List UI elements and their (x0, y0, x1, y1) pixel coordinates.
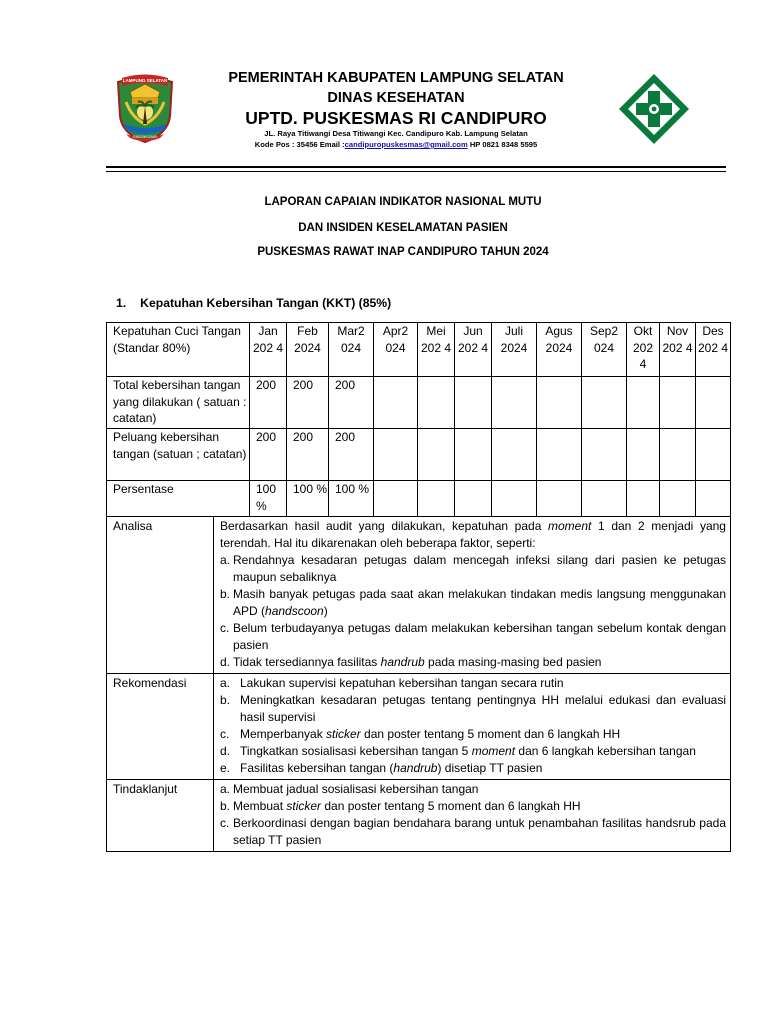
table-header-label: Kepatuhan Cuci Tangan (Standar 80%) (107, 323, 250, 377)
table-row (107, 377, 731, 429)
table-cell (696, 481, 731, 517)
month-header: Feb 2024 (287, 323, 329, 377)
list-marker: e. (220, 761, 231, 775)
table-cell (492, 377, 537, 429)
analysis-table (106, 516, 731, 852)
analisa-intro-emphasis: moment (548, 519, 592, 533)
list-marker: d. (220, 655, 231, 669)
list-item (220, 552, 726, 586)
list-text: Belum terbudayanya petugas dalam melakukan kebersihan tangan sebelum kontak dengan pasien (233, 621, 726, 652)
list-emphasis: sticker (286, 799, 322, 813)
analisa-intro (220, 518, 726, 552)
list-item (220, 654, 726, 671)
table-cell (455, 377, 492, 429)
list-marker: b. (220, 587, 231, 601)
list-text: Membuat (233, 799, 287, 813)
table-cell (696, 377, 731, 429)
list-text: Memperbanyak (240, 727, 327, 741)
list-item (220, 798, 726, 815)
analisa-intro-text: 1 dan 2 menjadi yang terendah. Hal itu dikarenakan oleh beberapa faktor, seperti: (220, 519, 726, 550)
list-text: Tingkatkan sosialisasi kebersihan tangan 5 (240, 744, 472, 758)
table-cell (627, 377, 660, 429)
list-emphasis: sticker (326, 727, 361, 741)
month-header: Jan 202 4 (250, 323, 287, 377)
list-text: dan poster tentang 5 moment dan 6 langkah HH (321, 799, 581, 813)
tindaklanjut-content (214, 780, 731, 852)
header-rule-thick (106, 166, 726, 168)
table-header-row (107, 323, 731, 377)
list-emphasis: handrub (380, 655, 425, 669)
table-cell: 100 % (329, 481, 374, 517)
table-cell (537, 429, 582, 481)
table-cell (492, 429, 537, 481)
header-government: PEMERINTAH KABUPATEN LAMPUNG SELATAN (228, 70, 564, 86)
month-header: Des 202 4 (696, 323, 731, 377)
list-emphasis: moment (471, 744, 516, 758)
table-cell (627, 481, 660, 517)
lampung-selatan-emblem-logo (112, 72, 178, 144)
rekomendasi-label: Rekomendasi (107, 674, 214, 780)
month-header: Mei 202 4 (418, 323, 455, 377)
tindaklanjut-label: Tindaklanjut (107, 780, 214, 852)
month-header: Juli 2024 (492, 323, 537, 377)
list-text: Membuat jadual sosialisasi kebersihan tangan (233, 782, 479, 796)
header-address: JL. Raya Titiwangi Desa Titiwangi Kec. Candipuro Kab. Lampung Selatan (264, 129, 528, 138)
header-rule-thin (106, 171, 726, 172)
month-header: Mar2 024 (329, 323, 374, 377)
table-cell (418, 377, 455, 429)
list-item (220, 726, 726, 743)
list-text: Lakukan supervisi kepatuhan kebersihan tangan secara rutin (240, 676, 564, 690)
section-number: 1. (116, 296, 127, 310)
list-emphasis: handrub (393, 761, 438, 775)
analisa-content (214, 517, 731, 674)
list-text: Tidak tersediannya fasilitas (233, 655, 381, 669)
emblem-top-text: LAMPUNG SELATAN (122, 78, 168, 83)
list-marker: a. (220, 676, 231, 690)
rekomendasi-content (214, 674, 731, 780)
list-marker: c. (220, 816, 230, 830)
list-text: Meningkatkan kesadaran petugas tentang pentingnya HH melalui edukasi dan evaluasi hasil supervisi (240, 693, 726, 724)
report-title-3: PUSKESMAS RAWAT INAP CANDIPURO TAHUN 2024 (257, 246, 549, 258)
table-cell: 200 (287, 377, 329, 429)
table-cell: 100 % (287, 481, 329, 517)
row-label: Total kebersihan tangan yang dilakukan ( satuan : catatan) (107, 377, 250, 429)
table-cell (374, 429, 418, 481)
list-item (220, 781, 726, 798)
email-link[interactable]: candipuropuskesmas@gmail.com (344, 140, 468, 149)
list-text: Rendahnya kesadaran petugas dalam mencegah infeksi silang dari pasien ke petugas maupun sebaliknya (233, 553, 726, 584)
month-header: Okt 202 4 (627, 323, 660, 377)
list-text: ) disetiap TT pasien (437, 761, 543, 775)
table-cell (660, 377, 696, 429)
table-cell (582, 429, 627, 481)
table-cell (660, 429, 696, 481)
list-item (220, 586, 726, 620)
table-cell: 200 (329, 429, 374, 481)
table-row (107, 429, 731, 481)
table-cell: 200 (287, 429, 329, 481)
header-department: DINAS KESEHATAN (327, 90, 465, 106)
report-title-1: LAPORAN CAPAIAN INDIKATOR NASIONAL MUTU (264, 196, 542, 208)
table-cell (537, 481, 582, 517)
list-marker: a. (220, 553, 231, 567)
month-header: Sep2 024 (582, 323, 627, 377)
month-header: Agus 2024 (537, 323, 582, 377)
table-cell (374, 481, 418, 517)
compliance-table (106, 322, 731, 517)
list-item (220, 675, 726, 692)
analisa-row (107, 517, 731, 674)
emblem-bottom-text: RAGOM GAWI (132, 135, 158, 139)
row-label: Peluang kebersihan tangan (satuan ; catatan) (107, 429, 250, 481)
table-row (107, 481, 731, 517)
header-institution: UPTD. PUSKESMAS RI CANDIPURO (245, 108, 547, 128)
list-text: Berkoordinasi dengan bagian bendahara barang untuk penambahan fasilitas handsrub pada setiap TT pasien (233, 816, 726, 847)
section-heading (116, 296, 391, 310)
list-marker: b. (220, 799, 231, 813)
list-text: Fasilitas kebersihan tangan ( (240, 761, 394, 775)
list-text: ) (323, 604, 328, 618)
list-marker: c. (220, 727, 230, 741)
month-header: Jun 202 4 (455, 323, 492, 377)
table-cell: 200 (329, 377, 374, 429)
month-header: Nov 202 4 (660, 323, 696, 377)
list-text: dan 6 langkah kebersihan tangan (515, 744, 696, 758)
section-title: Kepatuhan Kebersihan Tangan (KKT) (85%) (140, 296, 392, 310)
row-label: Persentase (107, 481, 250, 517)
table-cell (582, 481, 627, 517)
list-item (220, 692, 726, 726)
table-cell (374, 377, 418, 429)
list-emphasis: handscoon (265, 604, 324, 618)
list-text: dan poster tentang 5 moment dan 6 langkah HH (360, 727, 621, 741)
report-title-2: DAN INSIDEN KESELAMATAN PASIEN (298, 222, 508, 234)
list-item (220, 760, 726, 777)
month-header: Apr2 024 (374, 323, 418, 377)
table-cell (696, 429, 731, 481)
analisa-label: Analisa (107, 517, 214, 674)
contact-prefix: Kode Pos : 35456 Email : (254, 140, 345, 149)
table-cell (418, 429, 455, 481)
table-cell: 200 (250, 429, 287, 481)
table-cell (418, 481, 455, 517)
table-cell (582, 377, 627, 429)
contact-phone: HP 0821 8348 5595 (469, 140, 538, 149)
list-marker: d. (220, 744, 231, 758)
puskesmas-logo (617, 72, 691, 146)
table-cell (537, 377, 582, 429)
table-cell (660, 481, 696, 517)
list-item (220, 743, 726, 760)
list-marker: c. (220, 621, 230, 635)
list-text: pada masing-masing bed pasien (424, 655, 602, 669)
list-item (220, 815, 726, 849)
header-contact (190, 140, 602, 149)
table-cell (492, 481, 537, 517)
list-marker: a. (220, 782, 231, 796)
analisa-intro-text: Berdasarkan hasil audit yang dilakukan, kepatuhan pada (220, 519, 549, 533)
table-cell (455, 429, 492, 481)
table-cell: 200 (250, 377, 287, 429)
table-cell: 100 % (250, 481, 287, 517)
rekomendasi-row (107, 674, 731, 780)
list-text: Masih banyak petugas pada saat akan melakukan tindakan medis langsung menggunakan APD ( (233, 587, 726, 618)
tindaklanjut-row (107, 780, 731, 852)
list-marker: b. (220, 693, 231, 707)
list-item (220, 620, 726, 654)
table-cell (455, 481, 492, 517)
table-cell (627, 429, 660, 481)
